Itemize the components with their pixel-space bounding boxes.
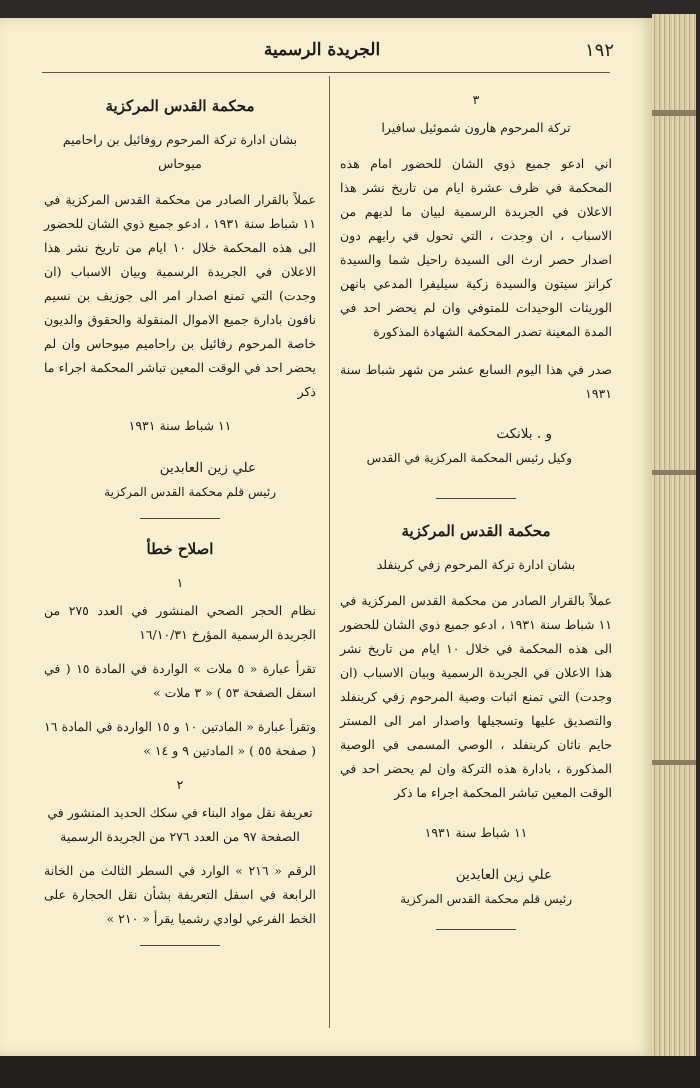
left-column (44, 88, 316, 964)
item-fix: وتقرأ عبارة « المادتين ١٠ و ١٥ الواردة في المادة ١٦ ( صفحة ٥٥ ) « المادتين ٩ و ١٤ » (44, 719, 316, 758)
notice-body: اني ادعو جميع ذوي الشان للحضور امام هذه المحكمة في ظرف عشرة ايام من تاريخ نشر هذا الاعلان في الجريدة الرسمية لبيان ما لديهم من الاسباب ، ان وجدت ، التي تحول في رايهم دون اصدار حصر ارث الى السيدة راحيل شما والسيدة كرانز سيتون والسيدة زكية سيليفرا المدعي بانهن الوريثات الوحيدات للمتوفي وان لم يحضر احد في المدة المعينة تصدر المحكمة الشهادة المذكورة (340, 156, 612, 339)
notice-miyuhas (44, 94, 316, 504)
item-fix: الرقم « ٢١٦ » الوارد في السطر الثالث من الخانة الرابعة في اسفل التعريفة بشأن نقل الحجارة على الخط الفرعي لوادي رشميا يقرأ « ٢١٠ » (44, 863, 316, 926)
column-divider (329, 76, 330, 1028)
scan-background (0, 1056, 700, 1088)
journal-title: الجريدة الرسمية (263, 40, 381, 60)
notice-number: ٣ (472, 92, 480, 107)
corrigendum-title: اصلاح خطأ (146, 540, 214, 558)
corrigendum (44, 537, 316, 931)
page-edge-band (652, 110, 696, 116)
header-rule (42, 72, 610, 73)
item-number: ١ (176, 575, 184, 590)
item-intro: تعريفة نقل مواد البناء في سكك الحديد المنشور في الصفحة ٩٧ من العدد ٢٧٦ من الجريدة الرسمية (47, 805, 313, 844)
separator-rule (436, 498, 516, 499)
notice-date: ١١ شباط سنة ١٩٣١ (424, 825, 528, 840)
item-intro: نظام الحجر الصحي المنشور في العدد ٢٧٥ من الجريدة الرسمية المؤرخ ١٦/١٠/٣١ (44, 603, 316, 642)
signatory-role: رئيس قلم محكمة القدس المركزية (104, 485, 276, 499)
notice-body: عملاً بالقرار الصادر من محكمة القدس المركزية في ١١ شباط سنة ١٩٣١ ، ادعو جميع ذوي الشان للحضور الى هذه المحكمة في خلال ١٠ ايام من تاريخ نشر هذا الاعلان في الجريدة الرسمية وبيان الاسباب (ان وجدت) التي تمنع اثبات وصية المرحوم زفي كرينفلد والتصديق عليها وتسجيلها واصدار امر الى المستر حايم ناثان كرينفلد ، الوصي المسمى في الوصية المذكورة ، بادارة هذه التركة وان لم يحضر احد في الوقت المعين تباشر المحكمة اجراء ما ذكر (340, 593, 612, 800)
separator-rule (140, 945, 220, 946)
notice-court: محكمة القدس المركزية (105, 97, 255, 115)
page-stack-edge (652, 14, 696, 1060)
separator-rule (140, 518, 220, 519)
notice-date: ١١ شباط سنة ١٩٣١ (128, 418, 232, 433)
notice-subject: بشان ادارة تركة المرحوم زفي كرينفلد (376, 557, 576, 572)
notice-3-saphira (340, 88, 612, 470)
page-edge-band (652, 760, 696, 765)
notice-issued: صدر في هذا اليوم السابع عشر من شهر شباط سنة ١٩٣١ (340, 362, 612, 401)
notice-krinfeld (340, 519, 612, 911)
page-header (22, 40, 622, 70)
page-edge-band (652, 470, 696, 475)
separator-rule (436, 929, 516, 930)
notice-subject: تركة المرحوم هارون شموئيل سافيرا (381, 120, 571, 135)
notice-subject: بشان ادارة تركة المرحوم روفائيل بن راحاميم ميوحاس (62, 132, 298, 171)
signatory-name: و . بلانكت (496, 426, 552, 442)
signatory-role: وكيل رئيس المحكمة المركزية في القدس (366, 451, 572, 465)
signatory-name: علي زين العابدين (455, 867, 552, 883)
page-number: ١٩٢ (584, 40, 614, 61)
signatory-role: رئيس قلم محكمة القدس المركزية (400, 892, 572, 906)
item-fix: تقرأ عبارة « ٥ ملات » الواردة في المادة ١٥ ( في اسفل الصفحة ٥٣ ) « ٣ ملات » (44, 661, 316, 700)
right-column (340, 88, 612, 948)
notice-body: عملاً بالقرار الصادر من محكمة القدس المركزية في ١١ شباط سنة ١٩٣١ ، ادعو جميع ذوي الشان للحضور الى هذه المحكمة خلال ١٠ ايام من تاريخ نشر هذا الاعلان في الجريدة الرسمية وبيان الاسباب (ان وجدت) التي تمنع اصدار امر الى جوزيف بن نسيم نافون بادارة جميع الاموال المنقولة والحقوق والديون خاصة المرحوم رفائيل بن راحاميم ميوحاس وان لم يحضر احد في الوقت المعين تباشر المحكمة اجراء ما ذكر (44, 192, 316, 399)
signatory-name: علي زين العابدين (159, 460, 256, 476)
item-number: ٢ (176, 777, 184, 792)
notice-court: محكمة القدس المركزية (401, 522, 551, 540)
